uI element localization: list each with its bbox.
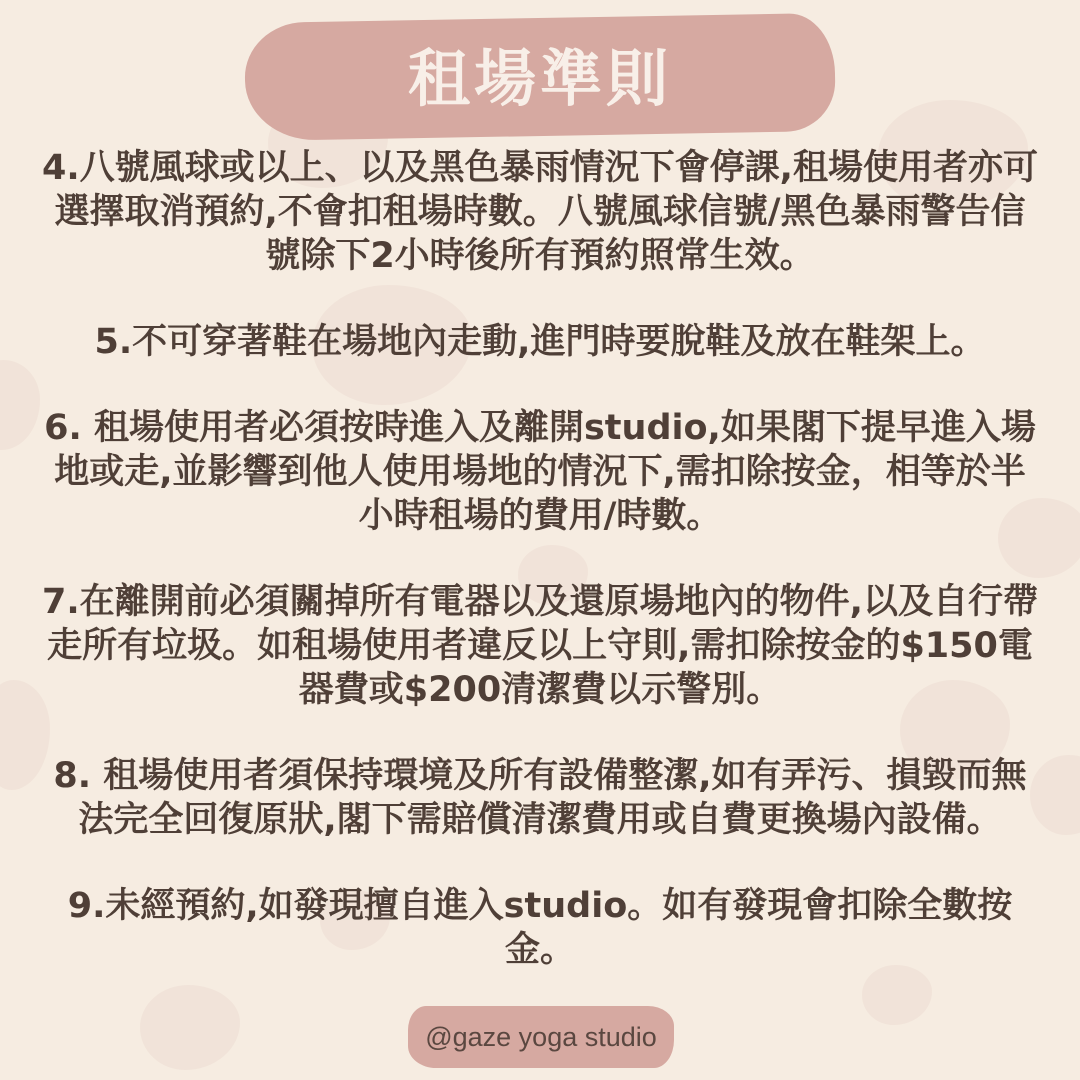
rule-item: 5.不可穿著鞋在場地內走動,進門時要脫鞋及放在鞋架上。 [94,322,986,362]
background-blob [0,360,40,450]
background-blob [140,985,240,1070]
background-blob [862,965,932,1025]
studio-handle: @gaze yoga studio [425,1022,657,1052]
rule-item: 6. 租場使用者必須按時進入及離開studio,如果閣下提早進入場地或走,並影響到他人使用場地的情況下,需扣除按金，相等於半小時租場的費用/時數。 [44,408,1036,536]
rule-item: 9.未經預約,如發現擅自進入studio。如有發現會扣除全數按金。 [67,886,1013,970]
page-title: 租場準則 [407,42,672,115]
rule-item: 7.在離開前必須關掉所有電器以及還原場地內的物件,以及自行帶走所有垃圾。如租場使用者違反以上守則,需扣除按金的$150電器費或$200清潔費以示警別。 [42,582,1038,710]
rule-item: 4.八號風球或以上、以及黑色暴雨情況下會停課,租場使用者亦可選擇取消預約,不會扣租場時數。八號風球信號/黑色暴雨警告信號除下2小時後所有預約照常生效。 [42,148,1038,276]
rules-list [40,146,1040,972]
rule-item: 8. 租場使用者須保持環境及所有設備整潔,如有弄污、損毀而無法完全回復原狀,閣下需賠償清潔費用或自費更換場內設備。 [53,756,1027,840]
